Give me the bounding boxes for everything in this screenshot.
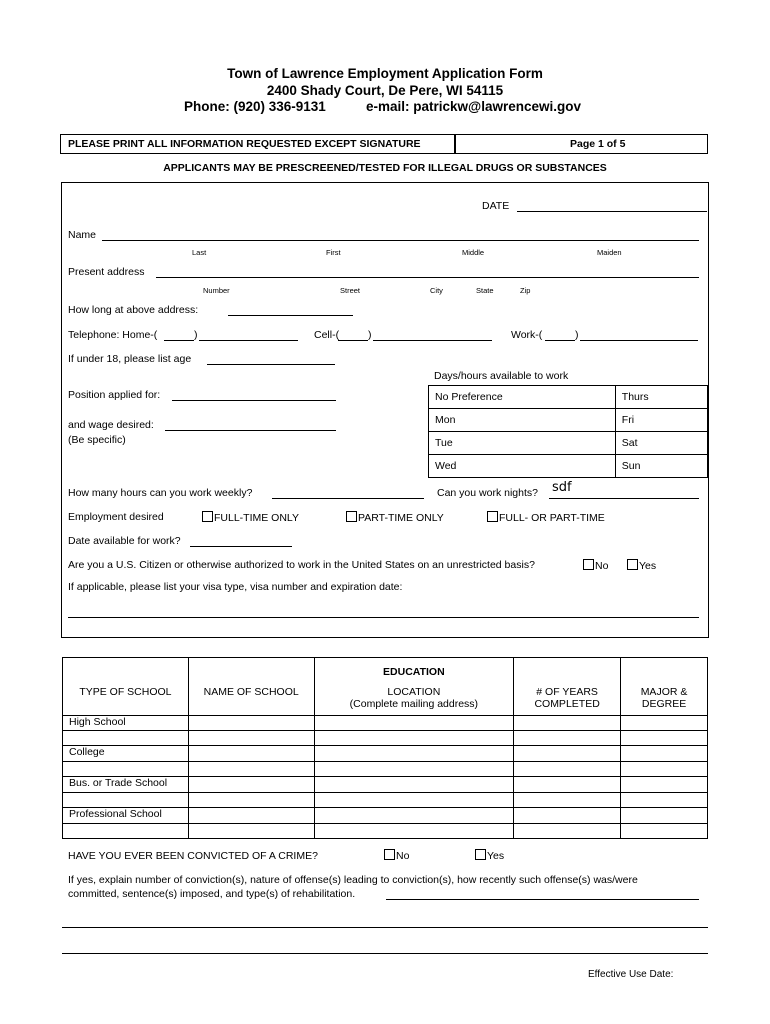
telephone-cell-label: Cell-( (314, 329, 340, 341)
town-email: e-mail: patrickw@lawrencewi.gov (366, 99, 581, 114)
availability-thurs[interactable]: Thurs (615, 386, 707, 409)
availability-no-preference[interactable]: No Preference (429, 386, 616, 409)
position-label: Position applied for: (68, 389, 161, 401)
part-time-checkbox[interactable] (346, 511, 357, 522)
employment-desired-label: Employment desired (68, 511, 164, 523)
citizen-question: Are you a U.S. Citizen or otherwise authorized to work in the United States on an unrestricted basis? (68, 559, 535, 571)
name-last-caption: Last (192, 248, 207, 257)
crime-no-checkbox[interactable] (384, 849, 395, 860)
visa-label: If applicable, please list your visa type, visa number and expiration date: (68, 581, 403, 593)
crime-no-option[interactable] (384, 849, 409, 862)
name-first-caption: First (326, 248, 341, 257)
cell-area-code-field[interactable] (338, 340, 368, 341)
table-row (63, 793, 708, 808)
table-row (63, 777, 708, 793)
print-instruction: PLEASE PRINT ALL INFORMATION REQUESTED EXCEPT SIGNATURE (68, 138, 421, 150)
address-field[interactable] (156, 277, 699, 278)
full-time-checkbox[interactable] (202, 511, 213, 522)
hours-weekly-label: How many hours can you work weekly? (68, 487, 253, 499)
availability-sat[interactable]: Sat (615, 432, 707, 455)
col-major-line1: MAJOR & (640, 685, 688, 698)
citizen-yes-option[interactable] (627, 559, 656, 572)
how-long-field[interactable] (228, 315, 353, 316)
cell-phone-field[interactable] (373, 340, 492, 341)
citizen-yes-label: Yes (639, 560, 657, 572)
education-table (62, 657, 708, 839)
hours-weekly-field[interactable] (272, 498, 424, 499)
col-location-title: LOCATION (387, 685, 441, 698)
availability-row (429, 409, 708, 432)
table-row (63, 808, 708, 824)
crime-question: HAVE YOU EVER BEEN CONVICTED OF A CRIME? (68, 850, 318, 862)
full-or-part-time-option[interactable] (487, 511, 605, 524)
full-or-part-time-checkbox[interactable] (487, 511, 498, 522)
col-years (514, 686, 621, 716)
nights-value: sdf (552, 480, 572, 495)
crime-explain-line2: committed, sentence(s) imposed, and type(s) of rehabilitation. (68, 888, 356, 900)
telephone-work-label: Work-( (511, 329, 543, 341)
form-title: Town of Lawrence Employment Application Form (227, 66, 543, 81)
col-years-line2: COMPLETED (534, 697, 600, 710)
address-state-caption: State (476, 286, 494, 295)
education-header-row (63, 686, 708, 716)
address-label: Present address (68, 266, 145, 278)
availability-fri[interactable]: Fri (615, 409, 707, 432)
table-row (63, 746, 708, 762)
town-phone: Phone: (920) 336-9131 (184, 99, 326, 114)
visa-field[interactable] (68, 617, 699, 618)
page-number-box (455, 134, 708, 154)
name-middle-caption: Middle (462, 248, 485, 257)
col-location-note: (Complete mailing address) (349, 697, 479, 710)
address-number-caption: Number (203, 286, 230, 295)
row-label-trade-school: Bus. or Trade School (63, 777, 189, 793)
col-major-line2: DEGREE (641, 697, 687, 710)
availability-wed[interactable]: Wed (429, 455, 616, 478)
col-years-line1: # OF YEARS (536, 685, 598, 698)
citizen-no-checkbox[interactable] (583, 559, 594, 570)
part-time-label: PART-TIME ONLY (358, 512, 444, 524)
row-label-college: College (63, 746, 189, 762)
crime-explain-field[interactable] (386, 899, 699, 900)
availability-row (429, 432, 708, 455)
page-number: Page 1 of 5 (570, 138, 626, 150)
how-long-label: How long at above address: (68, 304, 199, 316)
col-name-of-school: NAME OF SCHOOL (188, 686, 314, 716)
col-type-of-school: TYPE OF SCHOOL (63, 686, 189, 716)
nights-field[interactable] (549, 498, 699, 499)
home-phone-field[interactable] (199, 340, 298, 341)
part-time-option[interactable] (346, 511, 444, 524)
address-street-caption: Street (340, 286, 361, 295)
address-zip-caption: Zip (520, 286, 531, 295)
under-18-age-field[interactable] (207, 364, 335, 365)
work-close-paren: ) (575, 329, 579, 341)
crime-no-label: No (396, 850, 410, 862)
address-city-caption: City (430, 286, 443, 295)
availability-sun[interactable]: Sun (615, 455, 707, 478)
form-border-left (61, 182, 62, 638)
form-border-right (708, 182, 709, 638)
citizen-no-label: No (595, 560, 609, 572)
date-label: DATE (482, 200, 510, 212)
col-major (621, 686, 708, 716)
crime-yes-checkbox[interactable] (475, 849, 486, 860)
citizen-yes-checkbox[interactable] (627, 559, 638, 570)
full-time-option[interactable] (202, 511, 299, 524)
availability-row (429, 386, 708, 409)
availability-mon[interactable]: Mon (429, 409, 616, 432)
availability-table (428, 385, 708, 478)
wage-label: and wage desired: (68, 419, 154, 431)
crime-explain-line1: If yes, explain number of conviction(s), nature of offense(s) leading to conviction(s), how recently such offense(s) was/were (68, 874, 638, 886)
crime-yes-label: Yes (487, 850, 505, 862)
home-area-code-field[interactable] (164, 340, 194, 341)
row-label-professional-school: Professional School (63, 808, 189, 824)
table-row (63, 824, 708, 839)
table-row (63, 762, 708, 777)
name-maiden-caption: Maiden (597, 248, 622, 257)
crime-explain-line-b[interactable] (62, 953, 708, 954)
full-or-part-time-label: FULL- OR PART-TIME (499, 512, 605, 524)
work-area-code-field[interactable] (545, 340, 575, 341)
wage-field[interactable] (165, 430, 336, 431)
position-field[interactable] (172, 400, 336, 401)
nights-label: Can you work nights? (437, 487, 538, 499)
education-title: EDUCATION (314, 658, 514, 686)
effective-use-date: Effective Use Date: (588, 969, 674, 980)
availability-row (429, 455, 708, 478)
date-available-label: Date available for work? (68, 535, 181, 547)
home-close-paren: ) (194, 329, 198, 341)
telephone-home-label: Telephone: Home-( (68, 329, 158, 341)
crime-yes-option[interactable] (475, 849, 504, 862)
date-available-field[interactable] (190, 546, 292, 547)
town-address: 2400 Shady Court, De Pere, WI 54115 (266, 83, 504, 98)
name-label: Name (68, 229, 97, 241)
days-hours-label: Days/hours available to work (434, 370, 569, 382)
table-row (63, 716, 708, 731)
be-specific-note: (Be specific) (68, 434, 126, 446)
crime-explain-line-a[interactable] (62, 927, 708, 928)
work-phone-field[interactable] (580, 340, 698, 341)
table-row (63, 731, 708, 746)
print-instruction-box (60, 134, 455, 154)
availability-tue[interactable]: Tue (429, 432, 616, 455)
name-field[interactable] (102, 240, 699, 241)
under-18-label: If under 18, please list age (68, 353, 192, 365)
prescreen-notice: APPLICANTS MAY BE PRESCREENED/TESTED FOR ILLEGAL DRUGS OR SUBSTANCES (163, 162, 607, 174)
form-border-bottom (61, 637, 709, 638)
row-label-high-school: High School (63, 716, 189, 731)
date-field[interactable] (517, 211, 707, 212)
citizen-no-option[interactable] (583, 559, 608, 572)
education-title-row (63, 658, 708, 686)
full-time-label: FULL-TIME ONLY (214, 512, 299, 524)
form-border-top (61, 182, 709, 183)
cell-close-paren: ) (368, 329, 372, 341)
col-location (314, 686, 514, 716)
